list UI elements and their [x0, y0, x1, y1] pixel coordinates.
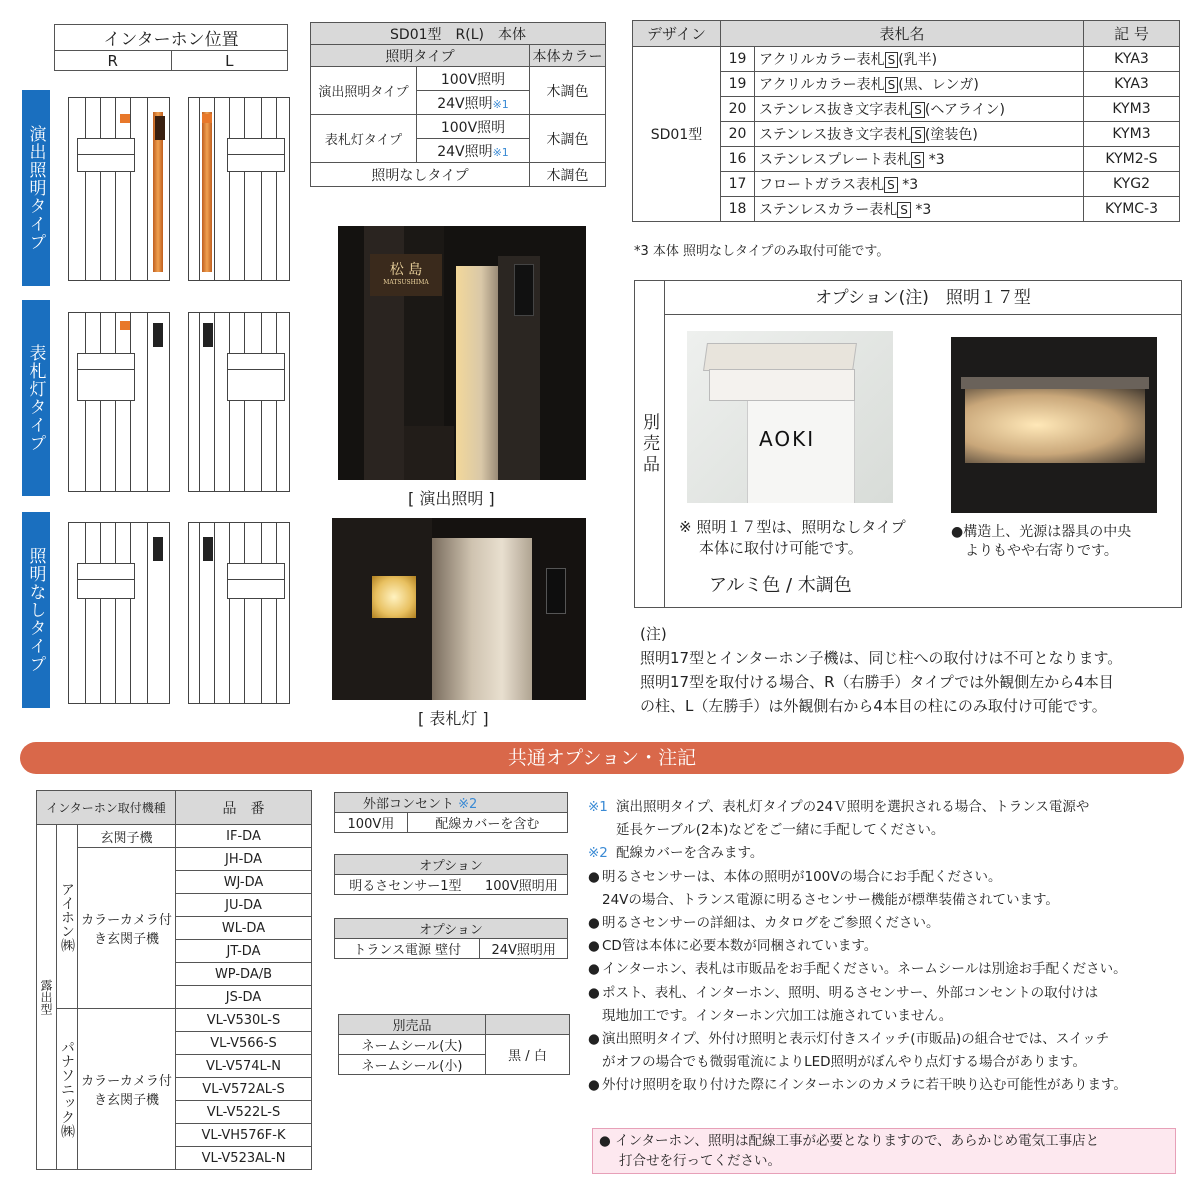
light17-photo [687, 331, 893, 503]
intercom-code: VL-V522L-S [176, 1101, 312, 1124]
nameplate-header: 記 号 [1084, 21, 1180, 47]
note-line: ● インターホン、表札は市販品をお手配ください。ネームシールは別途お手配ください。 [588, 961, 1127, 978]
nameplate-lit [370, 254, 442, 296]
body-row-group: 表札灯タイプ [311, 115, 417, 163]
intercom-code: VL-V530L-S [176, 1009, 312, 1032]
nameplate-num: 18 [721, 197, 755, 222]
nameplate-design: SD01型 [633, 47, 721, 222]
plate-name: 松 島 [389, 262, 423, 278]
post-drawing-r-lighting [68, 97, 170, 281]
option1-cell: 100V照明用 [476, 875, 568, 895]
nameplate-code: KYA3 [1084, 72, 1180, 97]
intercom-code: VL-V574L-N [176, 1055, 312, 1078]
type-tab-no-light: 照明なしタイプ [22, 512, 50, 708]
nameplate-table [632, 20, 1180, 222]
option2-table [334, 918, 568, 959]
note-line: 24Vの場合、トランス電源に明るさセンサー機能が標準装備されています。 [602, 891, 1059, 908]
nameplate-code: KYM3 [1084, 97, 1180, 122]
option-title: オプション(注) 照明１７型 [665, 281, 1181, 315]
nameplate-num: 19 [721, 47, 755, 72]
intercom-code: VL-V566-S [176, 1032, 312, 1055]
body-row-color: 木調色 [530, 67, 606, 115]
intercom-code: VL-VH576F-K [176, 1124, 312, 1147]
nameplate-name: アクリルカラー表札 S (乳半) [755, 47, 1084, 72]
chu-head: (注) [640, 625, 667, 643]
outlet-mark: ※2 [458, 797, 478, 812]
note-line: がオフの場合でも微弱電流によりLED照明がぼんやり点灯する場合があります。 [602, 1054, 1086, 1071]
option1-cell: 明るさセンサー1型 [335, 875, 476, 895]
body-row-color: 木調色 [530, 163, 606, 187]
nameplate-code: KYMC-3 [1084, 197, 1180, 222]
nameplate-name: アクリルカラー表札 S (黒、レンガ) [755, 72, 1084, 97]
position-title: インターホン位置 [55, 25, 288, 51]
body-row-color: 木調色 [530, 115, 606, 163]
intercom-code: WJ-DA [176, 871, 312, 894]
nameplate-num: 20 [721, 97, 755, 122]
note-line: ● 演出照明タイプ、外付け照明と表示灯付きスイッチ(市販品)の組合せでは、スイッチ [588, 1031, 1110, 1048]
option2-cell: 24V照明用 [480, 939, 568, 959]
option-note-2: ●構造上、光源は器具の中央 よりもやや右寄りです。 [951, 524, 1132, 559]
intercom-code: IF-DA [176, 825, 312, 848]
body-table [310, 22, 606, 187]
body-row-sub: 100V照明 [417, 115, 530, 139]
nameplate-num: 17 [721, 172, 755, 197]
plate-light-caption: [ 表札灯 ] [418, 709, 489, 728]
intercom-code: VL-V523AL-N [176, 1147, 312, 1170]
aoki-text: AOKI [759, 427, 816, 451]
chu-line: の柱、L（左勝手）は外観側右から4本目の柱にのみ取付け可能です。 [640, 697, 1107, 715]
note-line: ● 明るさセンサーの詳細は、カタログをご参照ください。 [588, 915, 940, 932]
intercom-table [36, 790, 312, 1170]
nameplate-name: ステンレス抜き文字表札 S (ヘアライン) [755, 97, 1084, 122]
intercom-header: 品 番 [176, 791, 312, 825]
position-table [54, 24, 288, 71]
nameplate-name: ステンレスカラー表札 S *3 [755, 197, 1084, 222]
nameplate-num: 19 [721, 72, 755, 97]
option-side-label: 別売品 [635, 281, 665, 607]
nameplate-code: KYA3 [1084, 47, 1180, 72]
notes-list [588, 796, 1194, 1098]
nameplate-header: デザイン [633, 21, 721, 47]
note-line: ● 明るさセンサーは、本体の照明が100Vの場合にお手配ください。 [588, 868, 1002, 885]
outlet-table [334, 792, 568, 833]
plate-romaji: MATSUSHIMA [383, 279, 429, 286]
genkan-label: 玄関子機 [78, 825, 176, 848]
body-col-type: 照明タイプ [311, 45, 530, 67]
separate-items-table [338, 1014, 570, 1075]
nameplate-code: KYG2 [1084, 172, 1180, 197]
option2-cell: トランス電源 壁付 [335, 939, 480, 959]
chu-line: 照明17型を取付ける場合、R（右勝手）タイプでは外観側左から4本目 [640, 673, 1114, 691]
plate-light-photo [332, 518, 586, 700]
intercom-code: WL-DA [176, 917, 312, 940]
post-drawing-l-plate [188, 312, 290, 492]
intercom-code: VL-V572AL-S [176, 1078, 312, 1101]
common-options-banner: 共通オプション・注記 [20, 742, 1184, 774]
color-cam-label: カラーカメラ付 き玄関子機 [78, 1009, 176, 1170]
nameplate-name: フロートガラス表札 S *3 [755, 172, 1084, 197]
body-row-sub: 24V照明※1 [417, 139, 530, 163]
type-tab-plate-light: 表札灯タイプ [22, 300, 50, 496]
intercom-code: JH-DA [176, 848, 312, 871]
body-row-group: 照明なしタイプ [311, 163, 530, 187]
lighting-caption: [ 演出照明 ] [408, 489, 495, 508]
option-note-1: ※ 照明１７型は、照明なしタイプ 本体に取付け可能です。 [679, 518, 906, 557]
nameplate-name: ステンレス抜き文字表札 S (塗装色) [755, 122, 1084, 147]
separate-cell: ネームシール(大) [339, 1035, 486, 1055]
outlet-title: 外部コンセント [363, 797, 455, 812]
intercom-code: JU-DA [176, 894, 312, 917]
maker-panasonic: パナソニック㈱ [57, 1009, 78, 1170]
chu-line: 照明17型とインターホン子機は、同じ柱への取付けは不可となります。 [640, 649, 1123, 667]
maker-aiphone: アイホン㈱ [57, 825, 78, 1009]
nameplate-footnote: *3 本体 照明なしタイプのみ取付可能です。 [634, 244, 890, 259]
note-line: 延長ケーブル(2本)などをご一緒に手配してください。 [616, 822, 945, 839]
mount-type: 露出型 [37, 825, 57, 1170]
color-cam-label: カラーカメラ付 き玄関子機 [78, 848, 176, 1009]
note-line: ● 外付け照明を取り付けた際にインターホンのカメラに若干映り込む可能性があります。 [588, 1077, 1127, 1094]
post-drawing-l-lighting [188, 97, 290, 281]
outlet-cell: 配線カバーを含む [407, 813, 567, 833]
separate-color: 黒 / 白 [486, 1035, 570, 1075]
intercom-code: JS-DA [176, 986, 312, 1009]
option1-table [334, 854, 568, 895]
body-row-sub: 24V照明※1 [417, 91, 530, 115]
post-drawing-r-none [68, 522, 170, 704]
outlet-cell: 100V用 [335, 813, 408, 833]
post-drawing-r-plate [68, 312, 170, 492]
position-l: L [171, 51, 288, 71]
option2-title: オプション [335, 919, 568, 939]
body-row-group: 演出照明タイプ [311, 67, 417, 115]
nameplate-code: KYM3 [1084, 122, 1180, 147]
notice-line: ● インターホン、照明は配線工事が必要となりますので、あらかじめ電気工事店と [599, 1133, 1100, 1149]
chu-notes [640, 622, 1122, 718]
nameplate-num: 16 [721, 147, 755, 172]
nameplate-code: KYM2-S [1084, 147, 1180, 172]
post-drawing-l-none [188, 522, 290, 704]
intercom-header: インターホン取付機種 [37, 791, 176, 825]
lighting-photo [338, 226, 586, 480]
option-box [634, 280, 1182, 608]
option-colors: アルミ色 / 木調色 [709, 575, 852, 596]
note-line: ● CD管は本体に必要本数が同梱されています。 [588, 938, 878, 955]
intercom-code: WP-DA/B [176, 963, 312, 986]
type-tab-lighting: 演出照明タイプ [22, 90, 50, 286]
nameplate-name: ステンレスプレート表札 S *3 [755, 147, 1084, 172]
option1-title: オプション [335, 855, 568, 875]
wiring-notice [592, 1128, 1176, 1174]
note-line: 現地加工です。インターホン穴加工は施されていません。 [602, 1007, 953, 1024]
notice-line: 打合せを行ってください。 [619, 1153, 781, 1169]
note-line: ※1 演出照明タイプ、表札灯タイプの24Ｖ照明を選択される場合、トランス電源や [588, 799, 1090, 815]
nameplate-header: 表札名 [721, 21, 1084, 47]
body-col-color: 本体カラー [530, 45, 606, 67]
position-r: R [55, 51, 172, 71]
nameplate-num: 20 [721, 122, 755, 147]
light17-lit-photo [951, 337, 1157, 513]
note-line: ※2 配線カバーを含みます。 [588, 845, 764, 862]
note-line: ● ポスト、表札、インターホン、照明、明るさセンサー、外部コンセントの取付けは [588, 984, 1099, 1001]
separate-cell: ネームシール(小) [339, 1055, 486, 1075]
intercom-code: JT-DA [176, 940, 312, 963]
body-row-sub: 100V照明 [417, 67, 530, 91]
body-table-title: SD01型 R(L) 本体 [311, 23, 606, 45]
separate-title: 別売品 [339, 1015, 486, 1035]
